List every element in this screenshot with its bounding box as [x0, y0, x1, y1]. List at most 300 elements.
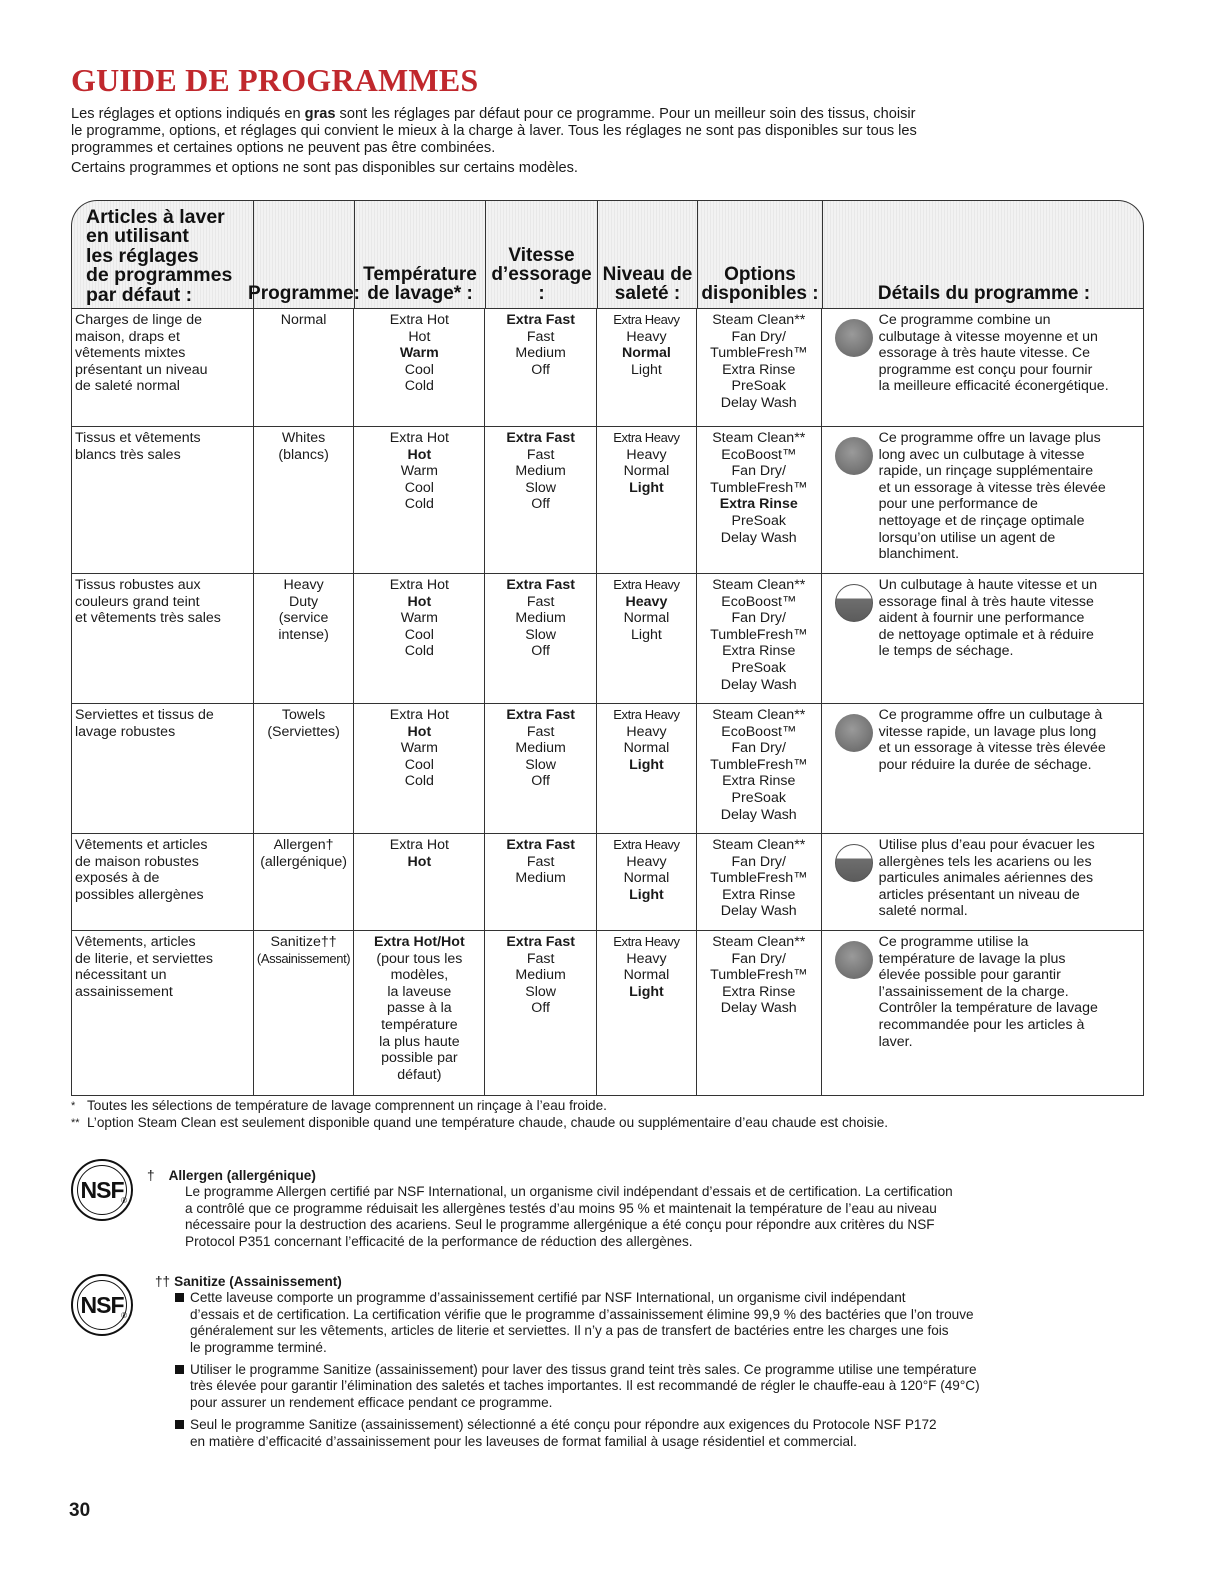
details-line: Ce programme utilise la [878, 934, 1029, 950]
sanitize-note-line: le programme terminé. [190, 1339, 327, 1355]
cycle-dial-icon [835, 941, 873, 979]
cell-details [821, 309, 1143, 426]
options-value: TumbleFresh™ [710, 756, 808, 773]
cell-articles [72, 574, 253, 703]
cell-articles [72, 309, 253, 426]
header-options [697, 201, 822, 309]
cell-options [696, 704, 821, 833]
niveau-value: Normal [623, 740, 670, 757]
niveau-value: Heavy [625, 593, 668, 610]
niveau-value: Light [629, 756, 664, 773]
options-value: Fan Dry/ [731, 463, 786, 480]
footnote-mark: * [71, 1100, 76, 1112]
header-line: Température [363, 264, 477, 285]
options-value: Delay Wash [720, 1000, 797, 1017]
options-value: PreSoak [731, 378, 786, 395]
cell-programme [253, 931, 354, 1095]
intro-paragraph-2: Certains programmes et options ne sont pas disponibles sur certains modèles. [71, 160, 578, 177]
cell-options [696, 427, 821, 573]
cell-options [696, 309, 821, 426]
vitesse-value: Fast [526, 446, 555, 463]
programme-line: Heavy [283, 577, 324, 593]
header-line: par défaut : [86, 283, 193, 306]
header-line: Options [724, 264, 796, 285]
cell-programme [253, 427, 354, 573]
niveau-value: Heavy [626, 950, 667, 967]
cell-details [821, 574, 1143, 703]
options-value: Fan Dry/ [731, 610, 786, 627]
temperature-value: Cool [404, 756, 434, 773]
cycle-dial-icon [835, 584, 873, 622]
programme-line: Sanitize†† [270, 934, 337, 950]
cell-niveau [596, 309, 696, 426]
sanitize-note-line: très élevée pour garantir l’élimination des saletés et taches importantes. Il est recommandé de régler le chauffe-eau à 120°F (49°C) [190, 1378, 980, 1394]
temperature-value: Extra Hot [389, 707, 449, 723]
articles-line: présentant un niveau [75, 361, 208, 378]
vitesse-value: Off [531, 361, 550, 378]
footnote [71, 1098, 1151, 1115]
cell-temperature [353, 834, 484, 930]
sanitize-note-line: pour assurer un rendement efficace pendant ce programme. [190, 1394, 553, 1410]
sanitize-bullet-item [175, 1362, 1155, 1411]
niveau-value: Heavy [626, 446, 667, 463]
header-line: de lavage* : [367, 283, 473, 304]
header-line: Niveau de [602, 264, 693, 285]
program-guide-table [71, 200, 1144, 1094]
table-row [72, 426, 1143, 573]
cell-niveau [596, 574, 696, 703]
details-line: allergènes tels les acariens ou les [878, 853, 1092, 870]
vitesse-value: Off [531, 496, 550, 513]
vitesse-value: Medium [515, 740, 566, 757]
details-line: l’assainissement de la charge. [878, 983, 1069, 1000]
articles-line: couleurs grand teint [75, 593, 200, 610]
temperature-value: Cold [404, 643, 434, 660]
options-value: Steam Clean** [712, 934, 806, 950]
sanitize-bullet-item [175, 1417, 1155, 1450]
options-value: Extra Rinse [722, 983, 796, 1000]
cycle-dial-icon [835, 437, 873, 475]
options-value: PreSoak [731, 659, 786, 676]
details-line: Contrôler la température de lavage [878, 1000, 1098, 1017]
niveau-value: Extra Heavy [613, 312, 680, 327]
vitesse-value: Fast [526, 950, 555, 967]
details-line: Ce programme offre un culbutage à [878, 707, 1103, 723]
vitesse-value: Fast [526, 853, 555, 870]
cell-details [821, 834, 1143, 930]
options-value: EcoBoost™ [721, 593, 797, 610]
niveau-value: Light [629, 886, 664, 903]
cell-articles [72, 427, 253, 573]
sanitize-note [155, 1274, 1155, 1456]
options-value: Steam Clean** [712, 577, 806, 593]
temperature-value: Warm [400, 463, 439, 480]
vitesse-value: Extra Fast [506, 934, 575, 950]
details-line: Ce programme combine un [878, 312, 1051, 328]
niveau-value: Normal [623, 870, 670, 887]
program-details-text [879, 934, 1139, 1050]
header-details [822, 201, 1145, 309]
programme-line: (Assainissement) [256, 950, 351, 966]
nsf-logo: NSF ® [71, 1159, 133, 1221]
niveau-value: Normal [621, 345, 671, 362]
vitesse-value: Extra Fast [506, 837, 575, 853]
vitesse-value: Off [531, 1000, 550, 1017]
cell-programme [253, 574, 354, 703]
cell-vitesse [484, 309, 596, 426]
details-line: Ce programme offre un lavage plus [878, 430, 1101, 446]
details-line: pour une performance de [878, 496, 1038, 513]
square-bullet-icon [175, 1365, 184, 1374]
articles-line: exposés à de [75, 870, 160, 887]
table-header [71, 200, 1144, 308]
cell-vitesse [484, 427, 596, 573]
temperature-value: Extra Hot/Hot [374, 934, 465, 950]
header-vitesse [485, 201, 597, 309]
program-details-text [879, 577, 1139, 660]
sanitize-note-title: Sanitize (Assainissement) [174, 1274, 342, 1289]
sanitize-note-line: d’essais et de certification. La certification vérifie que le programme d’assainissement élimine 99,9 % des bactéries que l’on trouve [190, 1306, 974, 1322]
articles-line: de maison robustes [75, 853, 199, 870]
options-value: Delay Wash [720, 806, 797, 823]
program-details-text [879, 430, 1139, 563]
temperature-value: Extra Hot [389, 577, 449, 593]
vitesse-value: Extra Fast [506, 577, 575, 593]
options-value: Steam Clean** [712, 430, 806, 446]
cycle-dial-icon [835, 714, 873, 752]
niveau-value: Light [631, 361, 662, 378]
options-value: Fan Dry/ [731, 740, 786, 757]
header-line: disponibles : [701, 283, 819, 304]
temperature-value: Hot [408, 328, 431, 345]
allergen-note-title: Allergen (allergénique) [168, 1168, 316, 1183]
cell-programme [253, 309, 354, 426]
footnote-text: Toutes les sélections de température de lavage comprennent un rinçage à l’eau froide. [87, 1098, 607, 1113]
options-value: Extra Rinse [719, 496, 798, 513]
options-value: TumbleFresh™ [710, 345, 808, 362]
header-temperature [354, 201, 485, 309]
vitesse-value: Extra Fast [506, 707, 575, 723]
square-bullet-icon [175, 1420, 184, 1429]
program-details-text [879, 707, 1139, 773]
details-line: rapide, un rinçage supplémentaire [878, 463, 1094, 480]
articles-line: de saleté normal [75, 378, 180, 395]
temperature-value: la laveuse [387, 983, 452, 1000]
footnote-mark: ** [71, 1116, 80, 1129]
cell-vitesse [484, 574, 596, 703]
program-details-text [879, 837, 1139, 920]
temperature-value: Extra Hot [389, 837, 449, 853]
options-value: TumbleFresh™ [710, 967, 808, 984]
niveau-value: Normal [623, 463, 670, 480]
allergen-note-line: Le programme Allergen certifié par NSF International, un organisme civil indépendant d’essais et de certification. La certification [185, 1184, 953, 1200]
vitesse-value: Medium [515, 610, 566, 627]
details-line: articles présentant un niveau de [878, 886, 1080, 903]
sanitize-note-line [175, 1417, 1155, 1433]
niveau-value: Light [629, 479, 664, 496]
articles-line: Vêtements, articles [75, 934, 196, 950]
cell-temperature [353, 704, 484, 833]
temperature-value: Cool [404, 361, 434, 378]
header-line: Vitesse [508, 245, 575, 266]
program-details-text [879, 312, 1139, 395]
options-value: PreSoak [731, 512, 786, 529]
articles-line: Vêtements et articles [75, 837, 208, 853]
details-line: de nettoyage optimale et à réduire [878, 626, 1094, 643]
niveau-value: Extra Heavy [613, 430, 680, 445]
allergen-note-line: nécessaire pour la destruction des acariens. Seul le programme allergénique a été conçu pour répondre aux critères du NSF [185, 1217, 935, 1233]
vitesse-value: Medium [515, 870, 566, 887]
header-niveau [597, 201, 697, 309]
details-line: pour réduire la durée de séchage. [878, 756, 1092, 773]
options-value: Fan Dry/ [731, 853, 786, 870]
niveau-value: Light [631, 626, 662, 643]
niveau-value: Heavy [626, 328, 667, 345]
header-line: les réglages [86, 244, 199, 267]
articles-line: blancs très sales [75, 446, 181, 463]
allergen-note [147, 1168, 1147, 1250]
options-value: PreSoak [731, 789, 786, 806]
header-line: Détails du programme : [877, 283, 1091, 304]
temperature-value: (pour tous les [376, 950, 463, 967]
cell-details [821, 427, 1143, 573]
header-line: de programmes [86, 264, 233, 286]
niveau-value: Normal [623, 610, 670, 627]
programme-line: (blancs) [278, 446, 329, 463]
table-body [71, 308, 1144, 1096]
options-value: Fan Dry/ [731, 328, 786, 345]
details-line: la meilleure efficacité éconergétique. [878, 378, 1109, 395]
header-programme [248, 201, 360, 309]
cell-niveau [596, 834, 696, 930]
vitesse-value: Slow [525, 479, 557, 496]
options-value: Steam Clean** [712, 312, 806, 328]
cell-vitesse [484, 931, 596, 1095]
details-line: température de lavage la plus [878, 950, 1066, 967]
details-line: programme est conçu pour fournir [878, 361, 1093, 378]
cell-programme [253, 834, 354, 930]
temperature-value: Hot [407, 593, 432, 610]
articles-line: et vêtements très sales [75, 610, 221, 627]
header-line: en utilisant [86, 225, 189, 247]
options-value: Steam Clean** [712, 707, 806, 723]
temperature-value: Warm [400, 740, 439, 757]
temperature-value: Hot [407, 853, 432, 870]
details-line: lorsqu’on utilise un agent de [878, 529, 1056, 546]
articles-line: maison, draps et [75, 328, 180, 345]
nsf-logo-text: NSF [77, 1165, 127, 1215]
vitesse-value: Slow [525, 626, 557, 643]
cell-temperature [353, 427, 484, 573]
sanitize-note-line: généralement sur les vêtements, articles de literie et serviettes. Il n’y a pas de transfert de bactéries entre les charges une fois [190, 1323, 949, 1339]
articles-line: assainissement [75, 983, 173, 1000]
details-line: et un essorage à vitesse très élevée [878, 479, 1106, 496]
temperature-value: passe à la [387, 1000, 452, 1017]
options-value: Delay Wash [720, 394, 797, 411]
temperature-value: Cool [404, 626, 434, 643]
options-value: Fan Dry/ [731, 950, 786, 967]
options-value: Extra Rinse [722, 361, 796, 378]
articles-line: de literie, et serviettes [75, 950, 213, 967]
programme-line: Allergen† [273, 837, 334, 853]
temperature-value: température [381, 1016, 458, 1033]
niveau-value: Heavy [626, 853, 667, 870]
programme-line: Duty [288, 593, 319, 610]
details-line: essorage à très haute vitesse. Ce [878, 345, 1090, 362]
sanitize-note-line [175, 1290, 1155, 1306]
cell-details [821, 704, 1143, 833]
temperature-value: Extra Hot [389, 312, 449, 328]
sanitize-note-line [175, 1362, 1155, 1378]
temperature-value: défaut) [397, 1066, 442, 1083]
table-row [72, 703, 1143, 833]
articles-line: Tissus robustes aux [75, 577, 201, 593]
double-dagger-mark: †† [155, 1274, 171, 1289]
programme-line: Towels [281, 707, 326, 723]
details-line: vitesse rapide, un lavage plus long [878, 723, 1097, 740]
vitesse-value: Off [531, 773, 550, 790]
temperature-value: Cold [404, 496, 434, 513]
details-line: Utilise plus d’eau pour évacuer les [878, 837, 1095, 853]
details-line: laver. [878, 1033, 913, 1050]
options-value: Steam Clean** [712, 837, 806, 853]
sanitize-note-body [175, 1290, 1155, 1450]
table-row [72, 309, 1143, 426]
vitesse-value: Medium [515, 967, 566, 984]
options-value: TumbleFresh™ [710, 870, 808, 887]
options-value: Delay Wash [720, 903, 797, 920]
vitesse-value: Medium [515, 463, 566, 480]
cell-programme [253, 704, 354, 833]
cycle-dial-icon [835, 319, 873, 357]
vitesse-value: Extra Fast [506, 430, 575, 446]
temperature-value: Hot [407, 723, 432, 740]
vitesse-value: Slow [525, 756, 557, 773]
temperature-value: Cool [404, 479, 434, 496]
temperature-value: Cold [404, 773, 434, 790]
articles-line: Charges de linge de [75, 312, 202, 328]
header-line: saleté : [614, 283, 681, 304]
options-value: EcoBoost™ [721, 446, 797, 463]
cell-details [821, 931, 1143, 1095]
cell-options [696, 931, 821, 1095]
temperature-value: Extra Hot [389, 430, 449, 446]
articles-line: Tissus et vêtements [75, 430, 201, 446]
temperature-value: la plus haute [379, 1033, 460, 1050]
programme-line: Normal [280, 312, 327, 328]
footnote-text: L’option Steam Clean est seulement disponible quand une température chaude, chaude ou supplémentaire d’eau chaude est choisie. [87, 1114, 889, 1130]
header-articles [72, 201, 253, 309]
page-title: GUIDE DE PROGRAMMES [71, 62, 479, 98]
table-row [72, 833, 1143, 930]
details-line: essorage final à très haute vitesse [878, 593, 1094, 610]
vitesse-value: Fast [526, 328, 555, 345]
niveau-value: Extra Heavy [613, 837, 680, 852]
temperature-value: possible par [381, 1050, 458, 1067]
cell-options [696, 574, 821, 703]
temperature-value: Hot [407, 446, 432, 463]
sanitize-note-text: Utiliser le programme Sanitize (assainissement) pour laver des tissus grand teint très sales. Ce programme utilise une température [190, 1362, 977, 1378]
allergen-note-body [185, 1184, 1147, 1250]
details-line: blanchiment. [878, 546, 960, 563]
details-line: culbutage à vitesse moyenne et un [878, 328, 1098, 345]
temperature-value: Cold [404, 378, 434, 395]
cell-articles [72, 704, 253, 833]
niveau-value: Extra Heavy [613, 934, 680, 949]
sanitize-bullet-item [175, 1290, 1155, 1356]
programme-line: (Serviettes) [267, 723, 340, 740]
details-line: Un culbutage à haute vitesse et un [878, 577, 1098, 593]
details-line: nettoyage et de rinçage optimale [878, 512, 1085, 529]
nsf-logo-text: NSF [77, 1280, 127, 1330]
intro-paragraph-1: Les réglages et options indiqués en gras sont les réglages par défaut pour ce programme. Pour un meilleur soin des tissus, choisir le programme, options, et réglages qui convient le mieux à la charge à laver. Tous les réglages ne sont pas disponibles sur tous les programmes et certaines options ne peuvent pas être combinées. [71, 106, 917, 156]
options-value: TumbleFresh™ [710, 626, 808, 643]
cell-temperature [353, 309, 484, 426]
vitesse-value: Fast [526, 593, 555, 610]
articles-line: Serviettes et tissus de [75, 707, 214, 723]
options-value: Extra Rinse [722, 773, 796, 790]
sanitize-note-text: Seul le programme Sanitize (assainissement) sélectionné a été conçu pour répondre aux exigences du Protocole NSF P172 [190, 1417, 937, 1433]
vitesse-value: Fast [526, 723, 555, 740]
details-line: et un essorage à vitesse très élevée [878, 740, 1106, 757]
cell-temperature [353, 931, 484, 1095]
temperature-value: modèles, [390, 967, 449, 984]
page-number: 30 [69, 1500, 91, 1521]
details-line: recommandée pour les articles à [878, 1016, 1085, 1033]
programme-line: Whites [281, 430, 326, 446]
sanitize-note-line: en matière d’efficacité d’assainissement pour les laveuses de format familial à usage résidentiel et commercial. [190, 1433, 857, 1449]
vitesse-value: Off [531, 643, 550, 660]
temperature-value: Warm [400, 610, 439, 627]
details-line: élevée possible pour garantir [878, 967, 1061, 984]
cell-niveau [596, 704, 696, 833]
cell-articles [72, 834, 253, 930]
details-line: particules animales aériennes des [878, 870, 1094, 887]
vitesse-value: Medium [515, 345, 566, 362]
cycle-dial-icon [835, 844, 873, 882]
cell-vitesse [484, 704, 596, 833]
niveau-value: Extra Heavy [613, 707, 680, 722]
footnotes [71, 1098, 1151, 1131]
temperature-value: Warm [399, 345, 439, 362]
options-value: Delay Wash [720, 529, 797, 546]
cell-articles [72, 931, 253, 1095]
articles-line: vêtements mixtes [75, 345, 186, 362]
articles-line: nécessitant un [75, 967, 167, 984]
bold-keyword: gras [304, 106, 336, 122]
square-bullet-icon [175, 1293, 184, 1302]
niveau-value: Heavy [626, 723, 667, 740]
header-line: Programme: [248, 283, 360, 304]
cell-options [696, 834, 821, 930]
details-line: le temps de séchage. [878, 643, 1014, 660]
allergen-note-line: a contrôlé que ce programme réduisait les allergènes testés d’au moins 95 % et maintenait la température de l’eau au niveau [185, 1200, 937, 1216]
articles-line: lavage robustes [75, 723, 176, 740]
programme-line: (service [278, 610, 329, 627]
header-line: Articles à laver [86, 205, 225, 228]
vitesse-value: Extra Fast [506, 312, 575, 328]
details-line: long avec un culbutage à vitesse [878, 446, 1085, 463]
niveau-value: Normal [623, 967, 670, 984]
niveau-value: Extra Heavy [613, 577, 680, 592]
niveau-value: Light [629, 983, 664, 1000]
header-line: d’essorage : [491, 264, 592, 304]
options-value: EcoBoost™ [721, 723, 797, 740]
table-row [72, 930, 1143, 1095]
options-value: Delay Wash [720, 676, 797, 693]
footnote [71, 1115, 1151, 1132]
nsf-logo: NSF ® [71, 1274, 133, 1336]
